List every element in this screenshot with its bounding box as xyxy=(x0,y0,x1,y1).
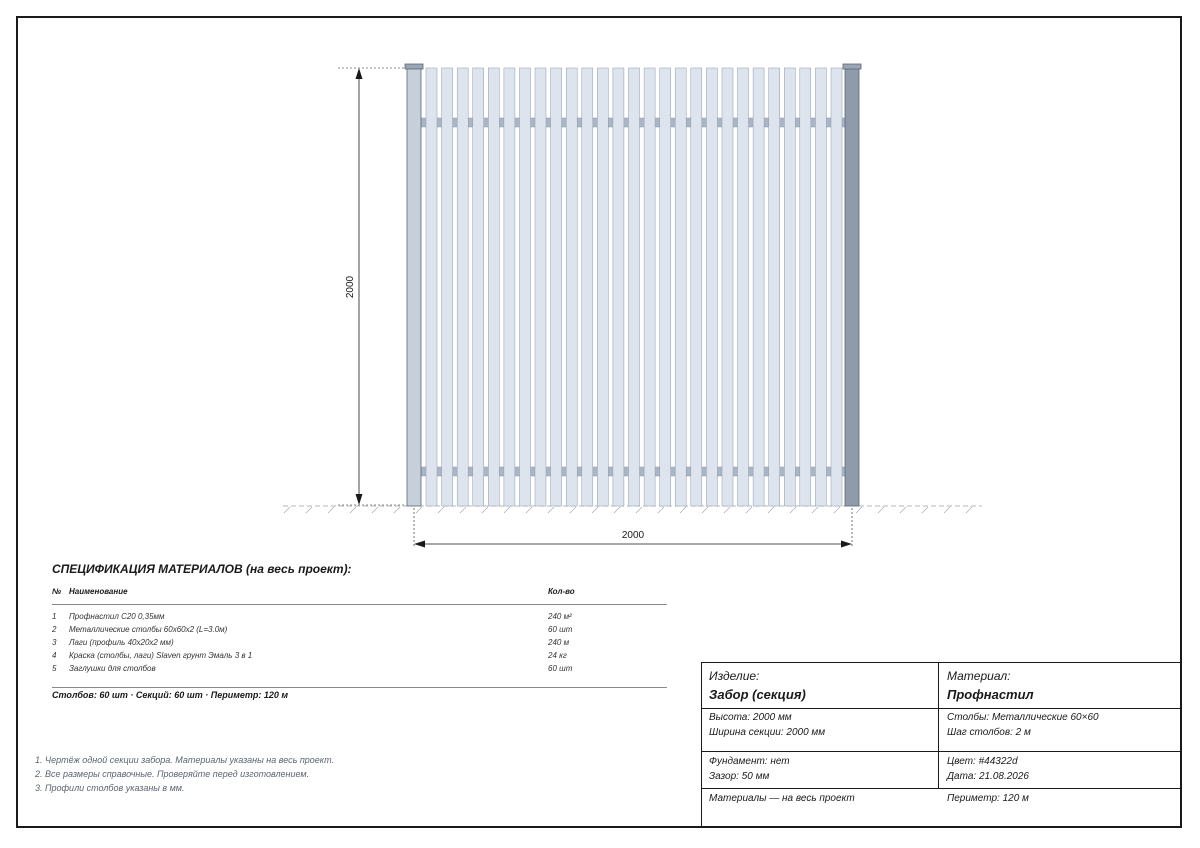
ground-hatch xyxy=(658,507,664,513)
ground-hatch xyxy=(372,507,378,513)
spec-row-number: 4 xyxy=(52,651,57,660)
fence-picket xyxy=(504,68,515,506)
note-1: 1. Чертёж одной секции забора. Материалы указаны на весь проект. xyxy=(35,755,335,765)
ground-hatch xyxy=(746,507,752,513)
width-dimension xyxy=(414,508,852,548)
ground-hatch xyxy=(834,507,840,513)
ground-hatch xyxy=(680,507,686,513)
spec-row-number: 2 xyxy=(52,625,57,634)
ground-hatch xyxy=(856,507,862,513)
posts-spec: Столбы: Металлические 60×60 xyxy=(947,712,1099,723)
fence-pickets xyxy=(426,68,842,506)
fence-picket xyxy=(566,68,577,506)
perimeter-spec: Периметр: 120 м xyxy=(947,793,1029,804)
fence-picket xyxy=(488,68,499,506)
fence-picket xyxy=(675,68,686,506)
ground-hatch xyxy=(900,507,906,513)
ground-hatch xyxy=(306,507,312,513)
ground-hatch xyxy=(812,507,818,513)
ground-hatch xyxy=(504,507,510,513)
spec-title: СПЕЦИФИКАЦИЯ МАТЕРИАЛОВ (на весь проект): xyxy=(52,562,352,576)
spec-header-rule xyxy=(52,604,667,605)
fence-picket xyxy=(769,68,780,506)
ground-hatch xyxy=(526,507,532,513)
materials-scope: Материалы — на весь проект xyxy=(709,793,855,804)
note-2: 2. Все размеры справочные. Проверяйте перед изготовлением. xyxy=(35,769,310,779)
spec-row-name: Заглушки для столбов xyxy=(69,664,156,673)
ground-hatch xyxy=(944,507,950,513)
title-block-rule xyxy=(702,788,1182,789)
ground-hatch xyxy=(328,507,334,513)
width-arrow-left xyxy=(414,541,425,548)
ground-hatch xyxy=(592,507,598,513)
fence-picket xyxy=(800,68,811,506)
fence-picket xyxy=(753,68,764,506)
fence-picket xyxy=(473,68,484,506)
ground-hatch xyxy=(614,507,620,513)
section-width-spec: Ширина секции: 2000 мм xyxy=(709,727,826,738)
height-arrow-bottom xyxy=(356,494,363,505)
fence-picket xyxy=(815,68,826,506)
ground-line xyxy=(283,506,982,513)
fence-picket xyxy=(644,68,655,506)
fence-picket xyxy=(738,68,749,506)
title-block-rule xyxy=(702,708,1182,709)
width-arrow-right xyxy=(841,541,852,548)
width-dimension-label: 2000 xyxy=(621,530,645,541)
right-post-cap xyxy=(843,64,861,69)
left-post-cap xyxy=(405,64,423,69)
spec-row-qty: 60 шт xyxy=(548,664,573,673)
ground-hatch xyxy=(702,507,708,513)
spec-col-number: № xyxy=(52,587,62,596)
title-block-divider xyxy=(938,663,939,788)
spec-col-qty: Кол-во xyxy=(548,587,575,596)
product-value: Забор (секция) xyxy=(709,687,806,702)
spec-row-number: 1 xyxy=(52,612,57,621)
ground-hatch xyxy=(438,507,444,513)
spec-summary: Столбов: 60 шт · Секций: 60 шт · Периметр: 120 м xyxy=(52,690,289,700)
ground-hatch xyxy=(790,507,796,513)
right-post xyxy=(845,68,859,506)
fence-picket xyxy=(629,68,640,506)
post-step-spec: Шаг столбов: 2 м xyxy=(947,727,1031,738)
fence-picket xyxy=(442,68,453,506)
material-value: Профнастил xyxy=(947,687,1034,702)
spec-row-number: 5 xyxy=(52,664,57,673)
height-dimension xyxy=(338,68,406,505)
spec-row-name: Лаги (профиль 40x20x2 мм) xyxy=(69,638,174,647)
ground-hatch xyxy=(922,507,928,513)
spec-row-name: Краска (столбы, лаги) Slaven грунт Эмаль 3 в 1 xyxy=(69,651,253,660)
note-3: 3. Профили столбов указаны в мм. xyxy=(35,783,185,793)
fence-picket xyxy=(831,68,842,506)
fence-picket xyxy=(520,68,531,506)
height-dimension-label: 2000 xyxy=(345,275,356,299)
spec-row-qty: 240 м² xyxy=(548,612,572,621)
fence-picket xyxy=(660,68,671,506)
ground-hatch xyxy=(636,507,642,513)
fence-picket xyxy=(426,68,437,506)
spec-row-qty: 240 м xyxy=(548,638,570,647)
fence-picket xyxy=(551,68,562,506)
fence-picket xyxy=(613,68,624,506)
ground-hatch xyxy=(724,507,730,513)
fence-picket xyxy=(691,68,702,506)
ground-hatch xyxy=(768,507,774,513)
ground-hatch xyxy=(460,507,466,513)
fence-picket xyxy=(784,68,795,506)
spec-row-number: 3 xyxy=(52,638,57,647)
ground-hatch xyxy=(482,507,488,513)
color-spec: Цвет: #44322d xyxy=(947,756,1018,767)
fence-picket xyxy=(535,68,546,506)
material-label: Материал: xyxy=(947,669,1011,683)
fence-picket xyxy=(597,68,608,506)
ground-hatch xyxy=(966,507,972,513)
ground-hatch xyxy=(416,507,422,513)
ground-hatch xyxy=(548,507,554,513)
ground-hatch xyxy=(284,507,290,513)
spec-footer-rule xyxy=(52,687,667,688)
title-block xyxy=(701,662,1182,828)
fence-picket xyxy=(582,68,593,506)
ground-hatch xyxy=(394,507,400,513)
fence-picket xyxy=(722,68,733,506)
date-spec: Дата: 21.08.2026 xyxy=(947,771,1029,782)
product-label: Изделие: xyxy=(709,669,760,683)
ground-hatch xyxy=(878,507,884,513)
height-arrow-top xyxy=(356,68,363,79)
spec-row-name: Металлические столбы 60x60x2 (L=3.0м) xyxy=(69,625,228,634)
fence-picket xyxy=(457,68,468,506)
fence-picket xyxy=(706,68,717,506)
ground-hatch xyxy=(350,507,356,513)
title-block-rule xyxy=(702,751,1182,752)
spec-col-name: Наименование xyxy=(69,587,128,596)
ground-hatch xyxy=(570,507,576,513)
left-post xyxy=(407,68,421,506)
spec-row-qty: 60 шт xyxy=(548,625,573,634)
height-spec: Высота: 2000 мм xyxy=(709,712,792,723)
spec-row-name: Профнастил С20 0,35мм xyxy=(69,612,165,621)
spec-row-qty: 24 кг xyxy=(548,651,567,660)
foundation-spec: Фундамент: нет xyxy=(709,756,790,767)
gap-spec: Зазор: 50 мм xyxy=(709,771,770,782)
